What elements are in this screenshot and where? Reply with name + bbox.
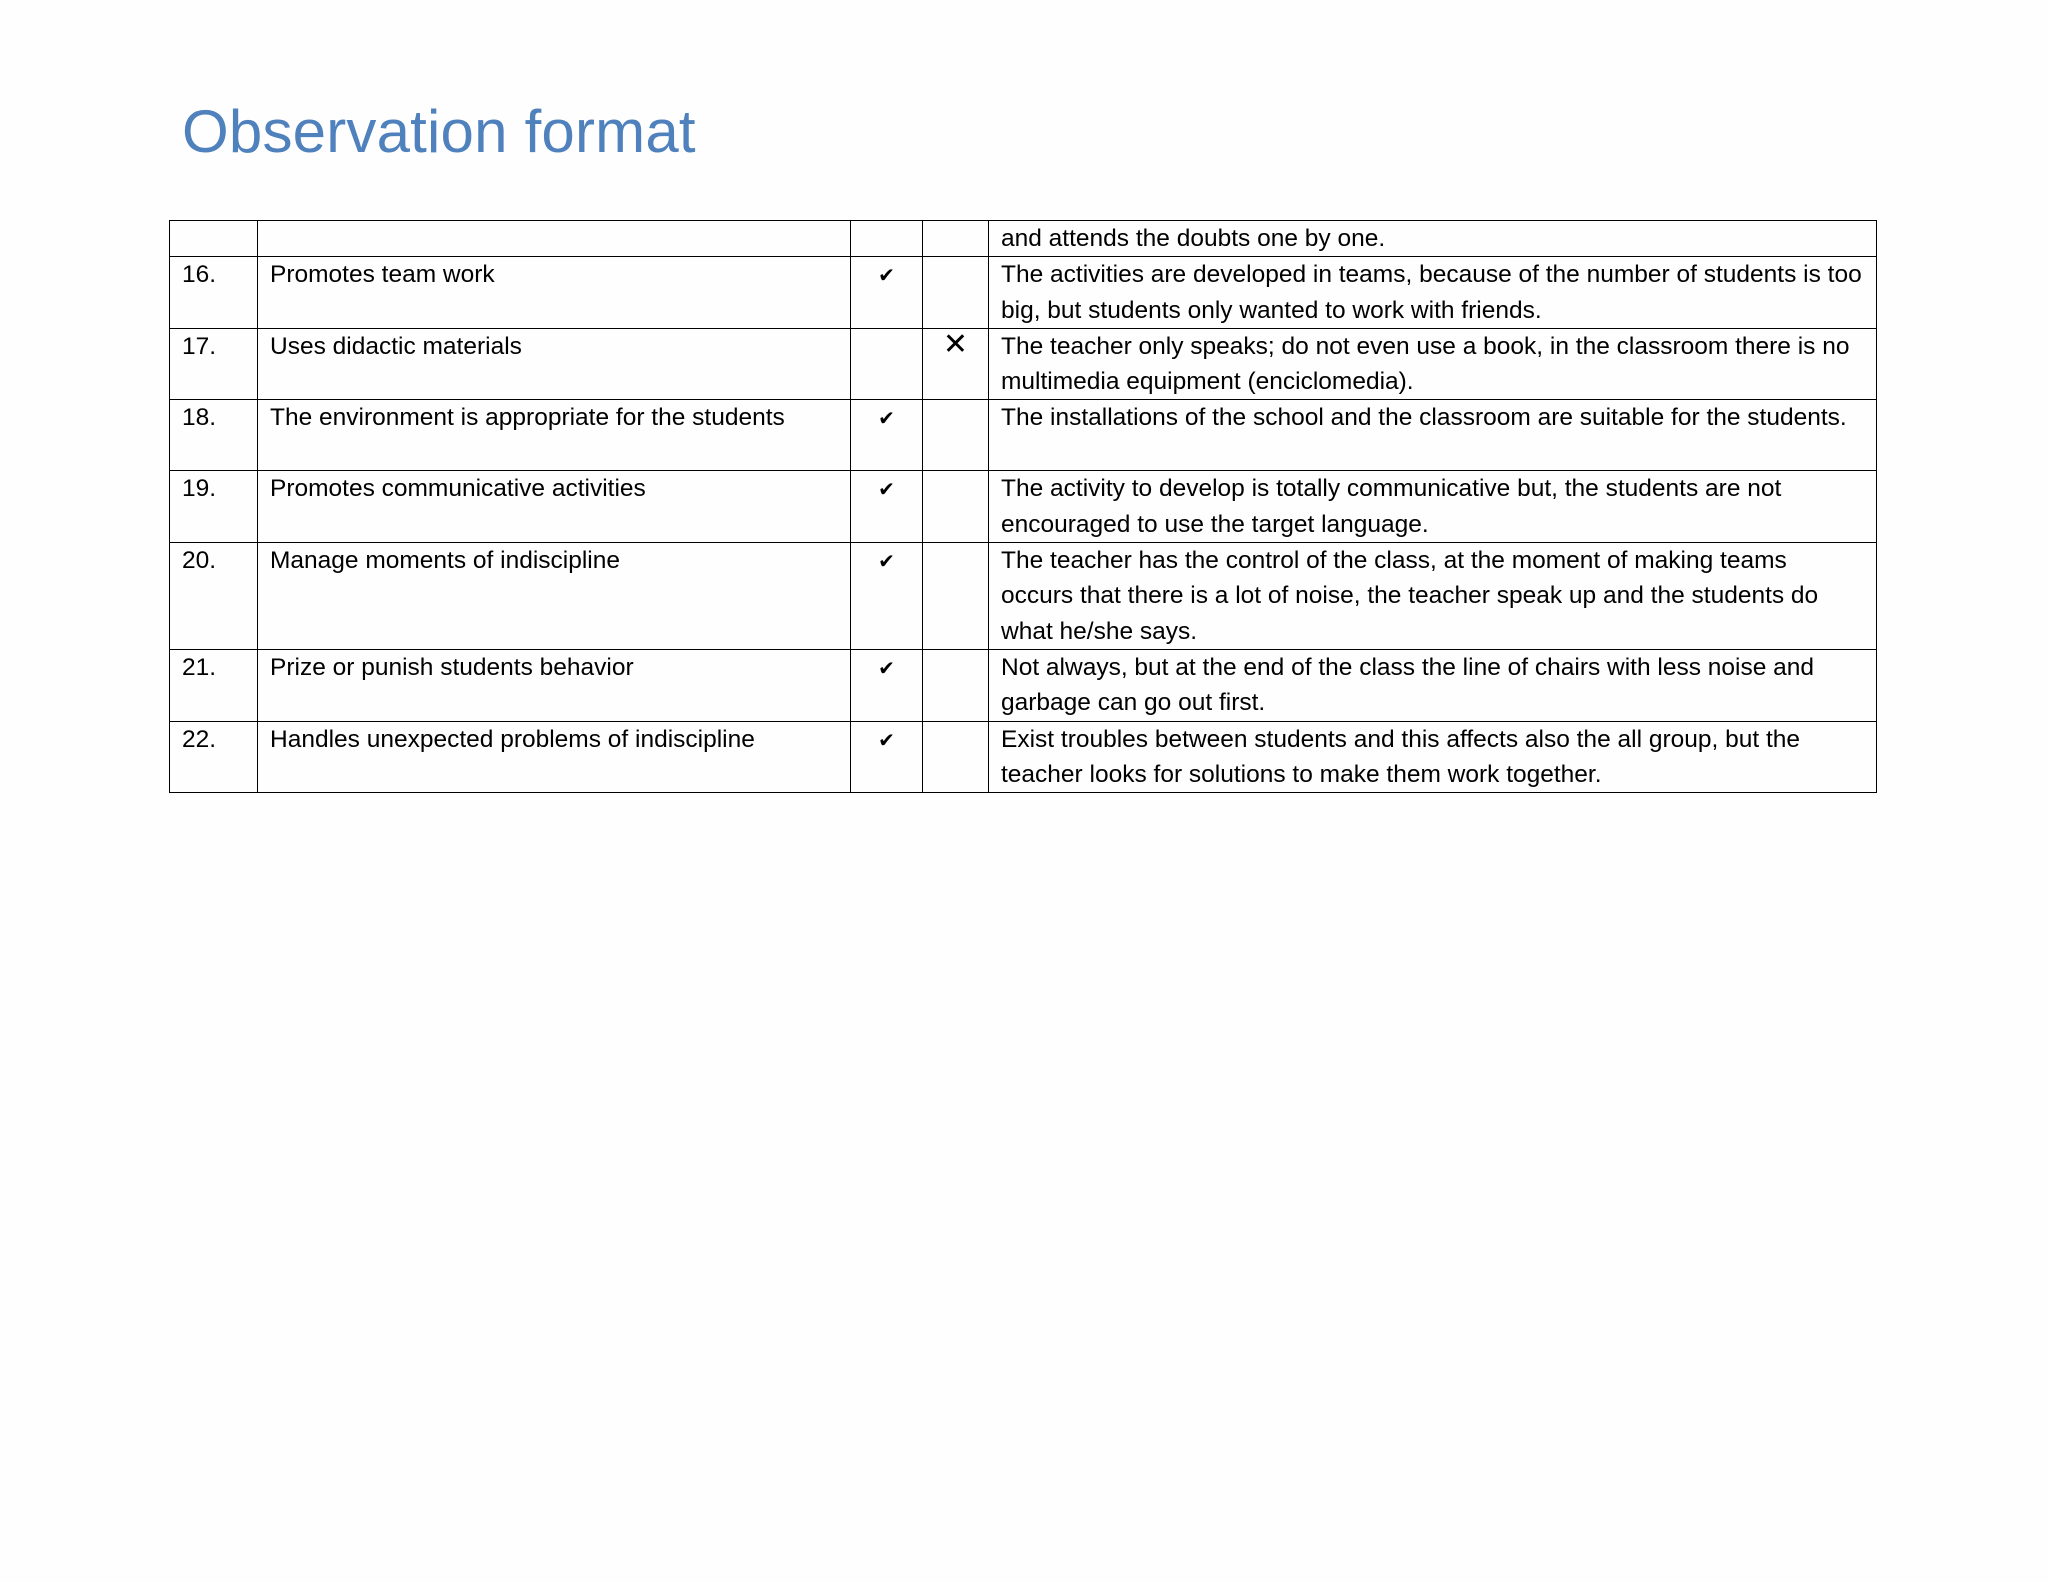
criterion-cell: The environment is appropriate for the students bbox=[258, 400, 851, 471]
yes-cell bbox=[851, 649, 923, 721]
criterion-cell: Manage moments of indiscipline bbox=[258, 543, 851, 650]
table-row bbox=[170, 257, 1877, 329]
comment-cell: The installations of the school and the classroom are suitable for the students. bbox=[989, 400, 1877, 471]
item-number: 16. bbox=[170, 257, 258, 329]
item-number: 21. bbox=[170, 649, 258, 721]
criterion-cell: Promotes communicative activities bbox=[258, 471, 851, 543]
no-cell bbox=[923, 543, 989, 650]
check-icon: ✔ bbox=[878, 655, 895, 680]
yes-cell bbox=[851, 721, 923, 793]
check-icon: ✔ bbox=[878, 263, 895, 288]
no-cell bbox=[923, 471, 989, 543]
no-cell bbox=[923, 649, 989, 721]
comment-cell: Not always, but at the end of the class the line of chairs with less noise and garbage can go out first. bbox=[989, 649, 1877, 721]
comment-cell: The teacher has the control of the class, at the moment of making teams occurs that there is a lot of noise, the teacher speak up and the students do what he/she says. bbox=[989, 543, 1877, 650]
comment-cell: The teacher only speaks; do not even use a book, in the classroom there is no multimedia equipment (enciclomedia). bbox=[989, 328, 1877, 400]
yes-cell bbox=[851, 221, 923, 257]
item-number: 19. bbox=[170, 471, 258, 543]
item-number: 20. bbox=[170, 543, 258, 650]
table-row bbox=[170, 721, 1877, 793]
yes-cell bbox=[851, 400, 923, 471]
yes-cell bbox=[851, 257, 923, 329]
criterion-cell: Promotes team work bbox=[258, 257, 851, 329]
criterion-cell: Uses didactic materials bbox=[258, 328, 851, 400]
comment-cell: The activity to develop is totally communicative but, the students are not encouraged to use the target language. bbox=[989, 471, 1877, 543]
cross-icon: ✕ bbox=[942, 326, 969, 362]
criterion-cell: Prize or punish students behavior bbox=[258, 649, 851, 721]
check-icon: ✔ bbox=[878, 727, 895, 752]
check-icon: ✔ bbox=[878, 549, 895, 574]
page-title: Observation format bbox=[182, 98, 696, 165]
yes-cell bbox=[851, 328, 923, 400]
criterion-cell bbox=[258, 221, 851, 257]
item-number: 17. bbox=[170, 328, 258, 400]
check-icon: ✔ bbox=[878, 406, 895, 431]
item-number bbox=[170, 221, 258, 257]
yes-cell bbox=[851, 471, 923, 543]
table-row bbox=[170, 543, 1877, 650]
observation-table bbox=[169, 220, 1877, 793]
criterion-cell: Handles unexpected problems of indiscipline bbox=[258, 721, 851, 793]
check-icon: ✔ bbox=[878, 477, 895, 502]
no-cell bbox=[923, 721, 989, 793]
table-row bbox=[170, 328, 1877, 400]
item-number: 18. bbox=[170, 400, 258, 471]
no-cell bbox=[923, 221, 989, 257]
comment-cell: and attends the doubts one by one. bbox=[989, 221, 1877, 257]
no-cell bbox=[923, 257, 989, 329]
comment-cell: The activities are developed in teams, because of the number of students is too big, but students only wanted to work with friends. bbox=[989, 257, 1877, 329]
yes-cell bbox=[851, 543, 923, 650]
item-number: 22. bbox=[170, 721, 258, 793]
table-row bbox=[170, 400, 1877, 471]
table-row bbox=[170, 471, 1877, 543]
no-cell bbox=[923, 328, 989, 400]
no-cell bbox=[923, 400, 989, 471]
table-row bbox=[170, 221, 1877, 257]
comment-cell: Exist troubles between students and this affects also the all group, but the teacher looks for solutions to make them work together. bbox=[989, 721, 1877, 793]
table-row bbox=[170, 649, 1877, 721]
